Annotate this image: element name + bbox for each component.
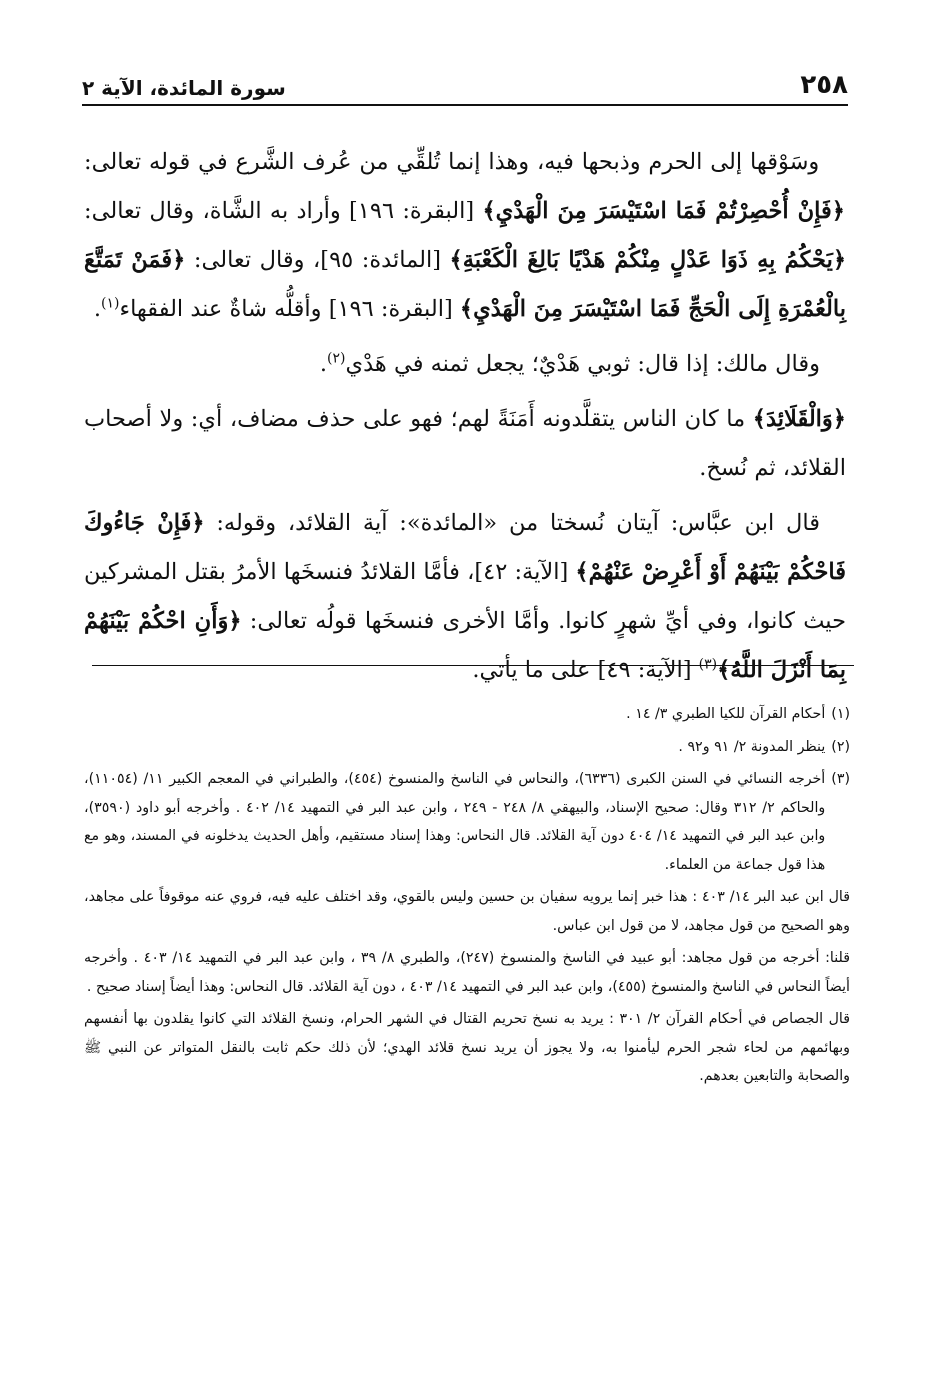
running-title: سورة المائدة، الآية ٢ xyxy=(82,76,286,100)
text-run: ما كان الناس يتقلَّدونه أَمَنَةً لهم؛ فهو على حذف مضاف، أي: ولا أصحاب القلائد، ثم نُسخ. xyxy=(84,406,846,481)
footnote-paragraph: قلنا: أخرجه من قول مجاهد: أبو عبيد في الناسخ والمنسوخ (٢٤٧)، والطبري ٨/ ٣٩ ، وابن عبد البر في التمهيد ١٤/ ٤٠٣ . وأخرجه أيضاً النحاس في الناسخ والمنسوخ (٤٥٥)، وابن عبد البر في التمهيد ١٤/ ٤٠٣ ، دون آية القلائد. قال النحاس: وهذا أيضاً إسناد صحيح . xyxy=(84,950,851,995)
main-text xyxy=(84,138,846,695)
text-run: [المائدة: ٩٥]، وقال تعالى: xyxy=(185,247,441,273)
footnote-1 xyxy=(84,700,850,729)
footnote-marker: (١) xyxy=(101,295,120,312)
page-header xyxy=(82,62,848,106)
footnotes xyxy=(84,700,850,1091)
footnote-number: (١) xyxy=(831,706,850,722)
quran-verse: ﴿فَإِنْ جَاءُوكَ فَاحْكُمْ بَيْنَهُمْ أَوْ أَعْرِضْ عَنْهُمْ﴾ xyxy=(84,510,847,585)
quran-verse: ﴿وَالْقَلَائِدَ﴾ xyxy=(752,406,846,432)
quran-verse: ﴿يَحْكُمُ بِهِ ذَوَا عَدْلٍ مِنْكُمْ هَدْيًا بَالِغَ الْكَعْبَةِ﴾ xyxy=(449,247,847,273)
text-run: . xyxy=(93,296,102,322)
quran-verse: ﴿وَأَنِ احْكُمْ بَيْنَهُمْ بِمَا أَنْزَلَ اللَّهُ﴾ xyxy=(84,608,846,683)
quran-verse: ﴿فَمَنْ تَمَتَّعَ بِالْعُمْرَةِ إِلَى الْحَجِّ فَمَا اسْتَيْسَرَ مِنَ الْهَدْيِ﴾ xyxy=(84,247,846,322)
text-run: قال ابن عبَّاس: آيتان نُسختا من «المائدة»: آية القلائد، وقوله: xyxy=(204,510,820,536)
footnote-paragraph: قال ابن عبد البر ١٤/ ٤٠٣ : هذا خبر إنما يرويه سفيان بن حسين وليس بالقوي، وقد اختلف عليه فيه، فروي عنه موقوفاً على مجاهد، وهو الصحيح من قول مجاهد، لا من قول ابن عباس. xyxy=(84,889,850,934)
text-run: . xyxy=(319,351,328,377)
text-run: [الآية: ٤٩] على ما يأتي. xyxy=(472,657,692,683)
footnote-text: أحكام القرآن للكيا الطبري ٣/ ١٤ . xyxy=(626,706,826,722)
footnote-paragraph: قال الجصاص في أحكام القرآن ٢/ ٣٠١ : يريد به نسخ تحريم القتال في الشهر الحرام، ونسخ القلائد التي كانوا يقلدون بها أنفسهم وبهائمهم من لحاء شجر الحرم ليأمنوا به، ولا يجوز أن يريد نسخ قلائد الهدي؛ لأن ذلك حكم ثابت بالنقل المتواتر عن النبي ﷺ والصحابة والتابعين بعدهم. xyxy=(84,1011,850,1084)
footnote-3 xyxy=(84,765,850,879)
text-run: وقال مالك: إذا قال: ثوبي هَدْيٌ؛ يجعل ثمنه في هَدْي xyxy=(345,351,820,377)
paragraph-1 xyxy=(84,138,846,334)
footnote-text: ينظر المدونة ٢/ ٩١ و٩٢ . xyxy=(678,738,826,755)
quran-verse: ﴿فَإِنْ أُحْصِرْتُمْ فَمَا اسْتَيْسَرَ مِنَ الْهَدْيِ﴾ xyxy=(482,198,845,224)
footnote-number: (٣) xyxy=(831,771,850,787)
footnote-marker: (٢) xyxy=(327,350,346,367)
footnote-text: أخرجه النسائي في السنن الكبرى (٦٣٣٦)، والنحاس في الناسخ والمنسوخ (٤٥٤)، والطبراني في المعجم الكبير ١١/ (١١٠٥٤)، والحاكم ٢/ ٣١٢ وقال: صحيح الإسناد، والبيهقي ٨/ ٢٤٨ - ٢٤٩ ، وابن عبد البر في التمهيد ١٤/ ٤٠٢ . وأخرجه أبو داود (٣٥٩٠)، وابن عبد البر في التمهيد ١٤/ ٤٠٤ دون آية القلائد. قال النحاس: وهذا إسناد مستقيم، وأهل الحديث يدخلونه في المسند، وهو مع هذا قول جماعة من العلماء. xyxy=(84,771,826,873)
text-run: [الآية: ٤٢]، فأمَّا القلائدُ فنسخَها الأمرُ بقتل المشركين حيث كانوا، وفي أيِّ شهرٍ كانوا. وأمَّا الأخرى فنسخَها قولُه تعالى: xyxy=(84,559,847,634)
paragraph-2 xyxy=(84,340,846,389)
footnote-separator xyxy=(92,665,854,666)
footnote-number: (٢) xyxy=(831,738,850,755)
paragraph-3 xyxy=(84,395,846,493)
footnote-marker: (٣) xyxy=(698,656,718,673)
footnote-2 xyxy=(84,733,850,762)
text-run: [البقرة: ١٩٦] وأراد به الشَّاة، وقال تعالى: xyxy=(84,198,475,224)
text-run: وسَوْقها إلى الحرم وذبحها فيه، وهذا إنما تُلقِّي من عُرف الشَّرع في قوله تعالى: xyxy=(84,149,820,175)
text-run: [البقرة: ١٩٦] وأقلُّه شاةٌ عند الفقهاء xyxy=(119,296,453,322)
page-number: ٢٥٨ xyxy=(800,70,848,100)
